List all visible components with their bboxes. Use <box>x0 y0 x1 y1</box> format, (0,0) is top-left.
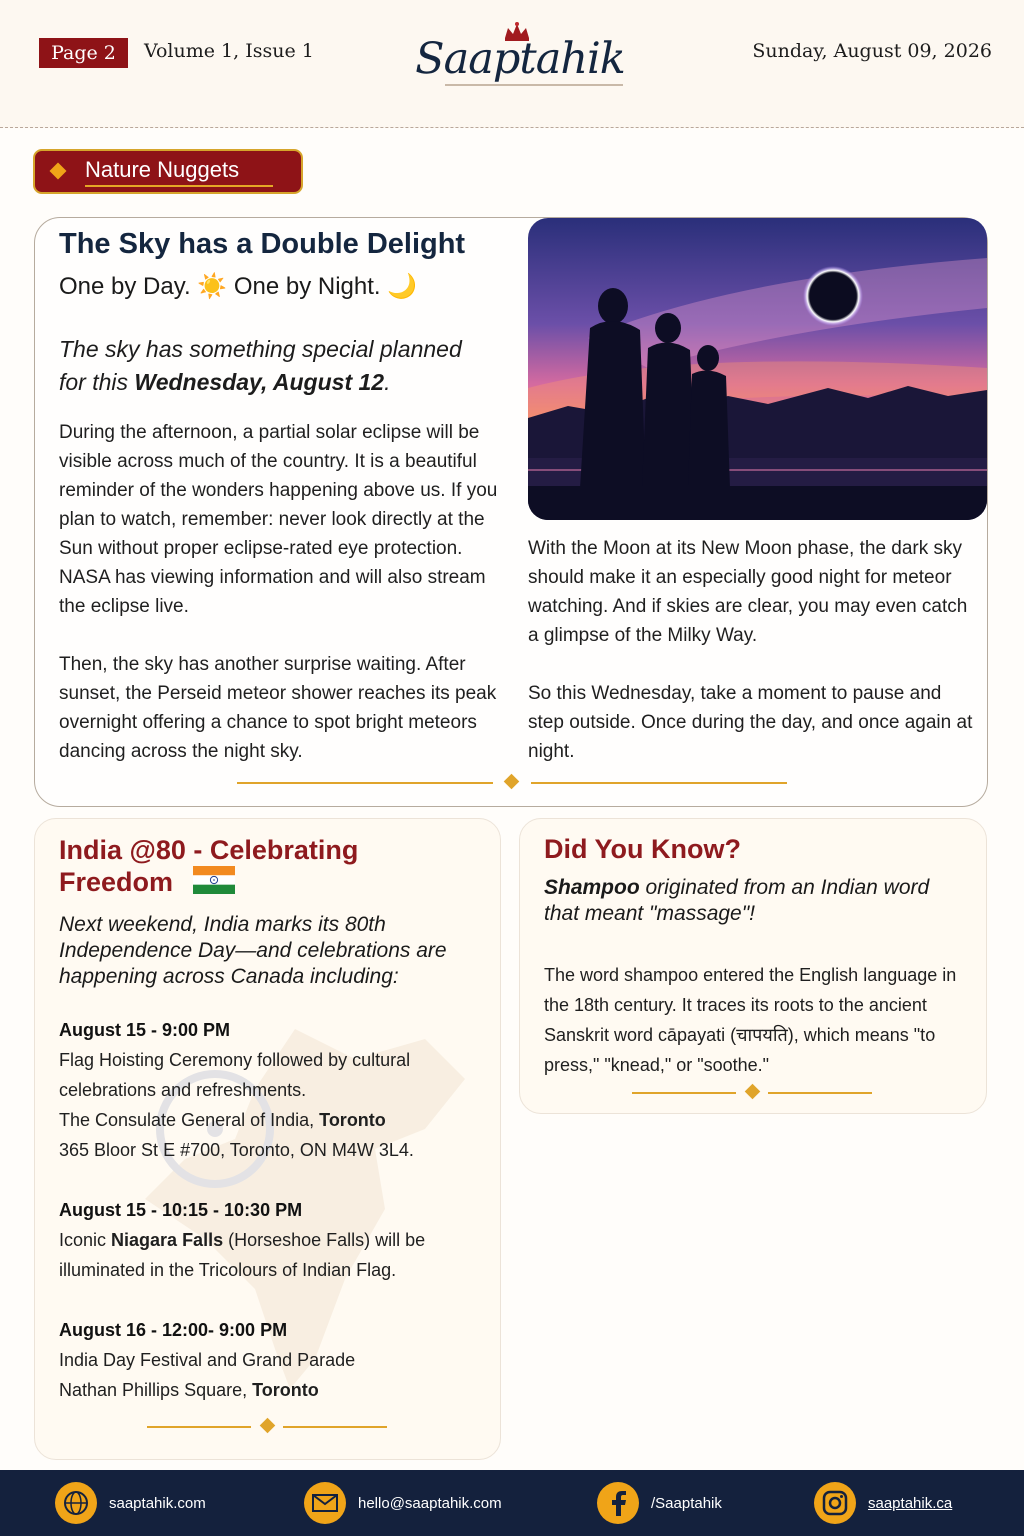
email-link[interactable]: hello@saaptahik.com <box>358 1494 502 1512</box>
divider-ornament <box>147 1420 387 1434</box>
intro-date: Wednesday, August 12 <box>134 369 385 395</box>
india-flag-icon <box>193 866 235 894</box>
footer <box>0 1470 1024 1536</box>
eclipse-photo <box>528 218 987 520</box>
instagram-link[interactable]: saaptahik.ca <box>868 1494 953 1512</box>
section-tag <box>33 149 303 194</box>
logo <box>405 18 635 98</box>
sky-paragraph-3: With the Moon at its New Moon phase, the dark sky should make it an especially good night for meteor watching. And if skies are clear, you may even catch a glimpse of the Milky Way. <box>528 538 968 646</box>
divider-ornament <box>237 776 787 790</box>
event-description: Iconic Niagara Falls (Horseshoe Falls) will be illuminated in the Tricolours of Indian Flag. <box>59 1230 426 1280</box>
event-description: Flag Hoisting Ceremony followed by cultural celebrations and refreshments. <box>59 1050 411 1100</box>
issue-date: Sunday, August 09, 2026 <box>752 40 992 62</box>
footer-facebook[interactable] <box>597 1481 722 1525</box>
sky-paragraph-1: During the afternoon, a partial solar eclipse will be visible across much of the country. It is a beautiful reminder of the wonders happening above us. If you plan to watch, remember: never look directly at the Sun without proper eclipse-rated eye protection. NASA has viewing information and will also stream the eclipse live. <box>59 422 498 617</box>
logo-text: Saaptahik <box>415 34 625 84</box>
sky-paragraph-4: So this Wednesday, take a moment to pause and step outside. Once during the day, and once again at night. <box>528 683 973 762</box>
intro-text: The sky has something special planned for this <box>59 336 462 395</box>
sky-article-intro <box>59 333 489 399</box>
event-city: Toronto <box>252 1380 319 1400</box>
footer-website[interactable] <box>55 1481 206 1525</box>
footer-email[interactable] <box>304 1481 502 1525</box>
event-time: August 16 - 12:00- 9:00 PM <box>59 1320 288 1340</box>
event-address: 365 Bloor St E #700, Toronto, ON M4W 3L4. <box>59 1140 414 1160</box>
event-time: August 15 - 10:15 - 10:30 PM <box>59 1200 303 1220</box>
india-intro: Next weekend, India marks its 80th Independence Day—and celebrations are happening across Canada including: <box>59 913 447 988</box>
event-item <box>59 1015 479 1165</box>
footer-instagram[interactable] <box>814 1481 952 1525</box>
lead-keyword: Shampoo <box>544 876 640 899</box>
event-landmark: Niagara Falls <box>111 1230 224 1250</box>
diamond-icon <box>50 163 67 180</box>
section-underline <box>85 185 273 187</box>
intro-suffix: . <box>384 369 391 395</box>
website-link[interactable]: saaptahik.com <box>109 1494 206 1512</box>
diamond-icon <box>260 1418 276 1434</box>
event-city: Toronto <box>319 1110 386 1130</box>
facebook-link[interactable]: /Saaptahik <box>651 1494 722 1512</box>
envelope-icon <box>304 1482 346 1524</box>
sky-article-subtitle: One by Day. ☀️ One by Night. 🌙 <box>59 273 418 300</box>
diamond-icon <box>745 1084 761 1100</box>
did-you-know-title: Did You Know? <box>544 834 741 864</box>
logo-underline <box>445 84 623 86</box>
page-badge: Page 2 <box>39 38 128 68</box>
diamond-icon <box>504 774 520 790</box>
event-item <box>59 1195 479 1285</box>
volume-issue: Volume 1, Issue 1 <box>144 40 314 62</box>
section-label: Nature Nuggets <box>85 157 240 182</box>
instagram-icon <box>814 1482 856 1524</box>
event-venue: Nathan Phillips Square, Toronto <box>59 1380 319 1400</box>
event-time: August 15 - 9:00 PM <box>59 1020 231 1040</box>
facebook-icon <box>597 1482 639 1524</box>
globe-icon <box>55 1482 97 1524</box>
sky-article-title: The Sky has a Double Delight <box>59 228 466 260</box>
divider-ornament <box>632 1086 872 1100</box>
event-venue: The Consulate General of India, Toronto <box>59 1110 386 1130</box>
did-you-know-lead: Shampoo originated from an Indian word that meant "massage"! <box>544 876 930 925</box>
india-title: India @80 - Celebrating Freedom <box>59 835 359 897</box>
masthead <box>0 0 1024 128</box>
event-description: India Day Festival and Grand Parade <box>59 1350 356 1370</box>
event-item <box>59 1315 479 1405</box>
sky-paragraph-2: Then, the sky has another surprise waiting. After sunset, the Perseid meteor shower reaches its peak overnight offering a chance to spot bright meteors dancing across the night sky. <box>59 654 497 762</box>
did-you-know-body: The word shampoo entered the English language in the 18th century. It traces its roots to the ancient Sanskrit word cāpayati (चापयति), which means "to press," "knead," or "soothe." <box>544 965 957 1075</box>
